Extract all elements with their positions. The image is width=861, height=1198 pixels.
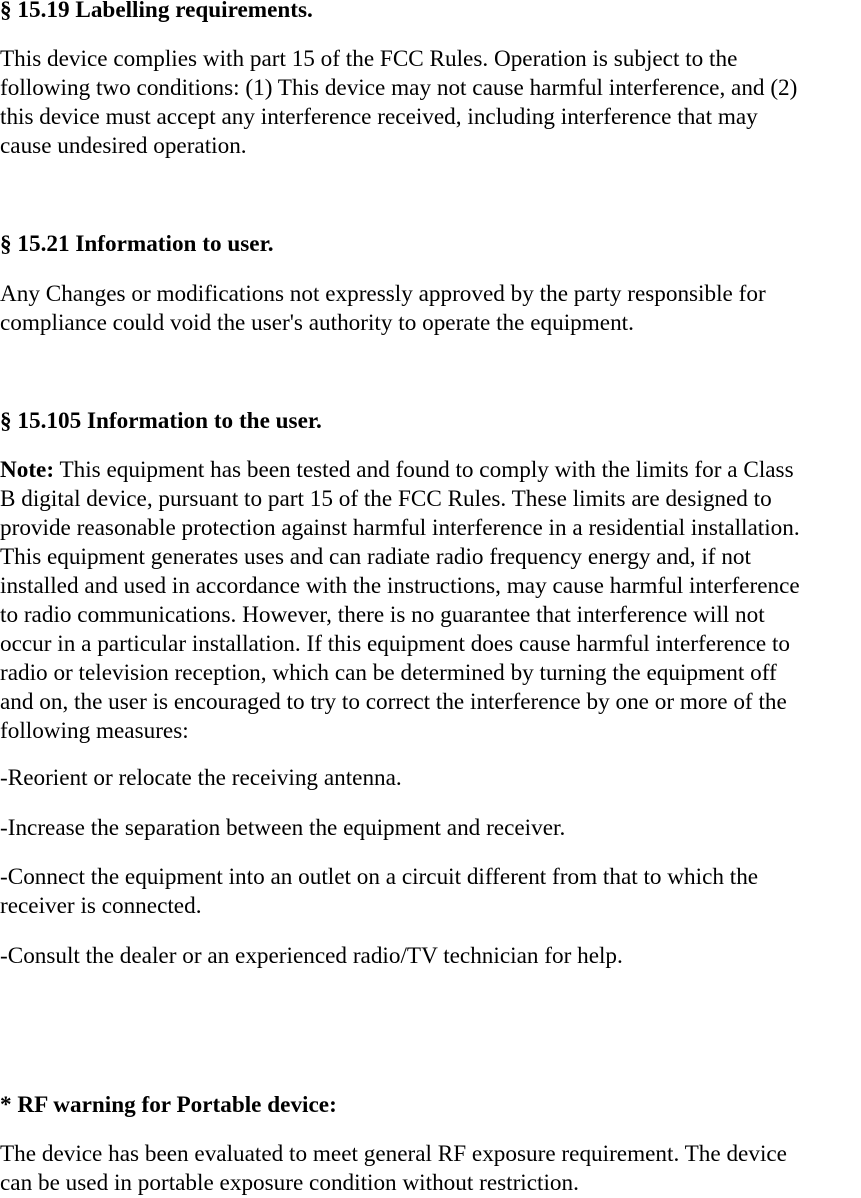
section-15-21-heading: § 15.21 Information to user. — [0, 231, 274, 257]
body-line: provide reasonable protection against harmful interference in a residential installation. — [0, 515, 800, 541]
measure-reorient-antenna: -Reorient or relocate the receiving antenna. — [0, 765, 402, 791]
body-line: occur in a particular installation. If this equipment does cause harmful interference to — [0, 631, 791, 657]
body-line: B digital device, pursuant to part 15 of the FCC Rules. These limits are designed to — [0, 486, 772, 512]
body-line: -Connect the equipment into an outlet on a circuit different from that to which the — [0, 864, 759, 890]
body-line — [0, 456, 861, 485]
note-label: Note: — [0, 457, 55, 483]
body-line: cause undesired operation. — [0, 133, 247, 159]
body-line: This device complies with part 15 of the FCC Rules. Operation is subject to the — [0, 46, 738, 72]
body-line: This equipment generates uses and can radiate radio frequency energy and, if not — [0, 544, 751, 570]
measure-different-circuit — [0, 863, 861, 921]
body-line: Any Changes or modifications not expressly approved by the party responsible for — [0, 281, 766, 307]
section-15-105-heading: § 15.105 Information to the user. — [0, 408, 322, 434]
body-line: compliance could void the user's authority to operate the equipment. — [0, 310, 634, 336]
body-line: radio or television reception, which can be determined by turning the equipment off — [0, 660, 777, 686]
body-line: to radio communications. However, there is no guarantee that interference will not — [0, 602, 765, 628]
measure-increase-separation: -Increase the separation between the equipment and receiver. — [0, 815, 566, 841]
body-line: following two conditions: (1) This device may not cause harmful interference, and (2) — [0, 75, 798, 101]
note-first-line: This equipment has been tested and found to comply with the limits for a Class — [54, 457, 794, 483]
body-line: installed and used in accordance with the instructions, may cause harmful interference — [0, 573, 800, 599]
section-15-105-body — [0, 456, 861, 746]
section-15-19-body — [0, 45, 861, 161]
rf-warning-body — [0, 1140, 861, 1198]
body-line: can be used in portable exposure condition without restriction. — [0, 1170, 579, 1196]
body-line: this device must accept any interference received, including interference that may — [0, 104, 758, 130]
section-15-21-body — [0, 280, 861, 338]
section-15-19-heading: § 15.19 Labelling requirements. — [0, 0, 313, 23]
body-line: The device has been evaluated to meet general RF exposure requirement. The device — [0, 1141, 787, 1167]
measure-consult-dealer: -Consult the dealer or an experienced radio/TV technician for help. — [0, 943, 623, 969]
body-line: following measures: — [0, 718, 189, 744]
body-line: receiver is connected. — [0, 893, 202, 919]
rf-warning-heading: * RF warning for Portable device: — [0, 1092, 337, 1118]
body-line: and on, the user is encouraged to try to correct the interference by one or more of the — [0, 689, 787, 715]
